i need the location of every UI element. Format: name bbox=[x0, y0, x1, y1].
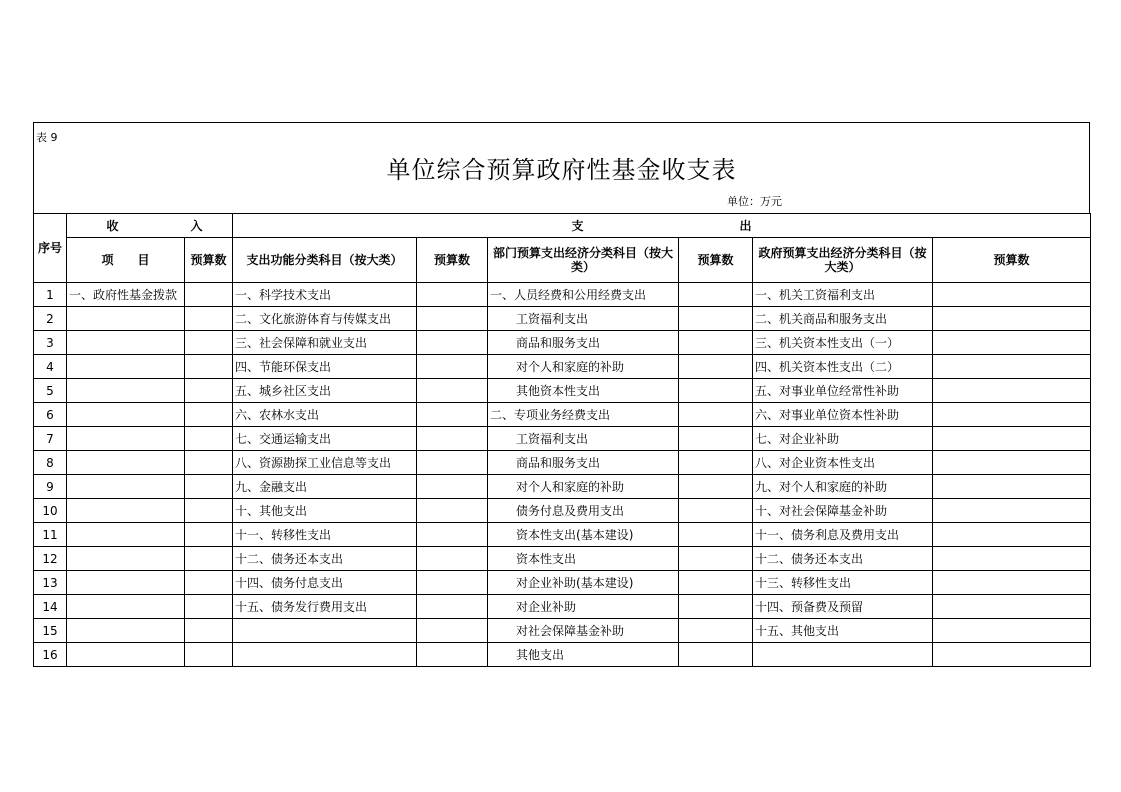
item-cell: 一、政府性基金拨款 bbox=[67, 283, 185, 307]
report-header bbox=[33, 122, 1090, 214]
func-class-cell: 三、社会保障和就业支出 bbox=[233, 331, 417, 355]
seq-cell: 12 bbox=[34, 547, 67, 571]
gov-econ-class-cell: 二、机关商品和服务支出 bbox=[753, 307, 933, 331]
seq-cell: 11 bbox=[34, 523, 67, 547]
dept-econ-class-cell: 资本性支出 bbox=[488, 547, 679, 571]
table-row bbox=[34, 499, 1091, 523]
income-budget-cell bbox=[185, 403, 233, 427]
func-budget-cell bbox=[417, 523, 488, 547]
gov-budget-header: 预算数 bbox=[933, 238, 1091, 283]
gov-econ-class-cell: 十、对社会保障基金补助 bbox=[753, 499, 933, 523]
dept-budget-cell bbox=[679, 379, 753, 403]
seq-cell: 9 bbox=[34, 475, 67, 499]
func-class-cell: 十二、债务还本支出 bbox=[233, 547, 417, 571]
dept-econ-class-cell: 一、人员经费和公用经费支出 bbox=[488, 283, 679, 307]
gov-econ-class-cell bbox=[753, 643, 933, 667]
income-budget-cell bbox=[185, 619, 233, 643]
dept-econ-class-cell: 对企业补助 bbox=[488, 595, 679, 619]
income-budget-cell bbox=[185, 643, 233, 667]
income-budget-cell bbox=[185, 547, 233, 571]
func-class-cell: 十一、转移性支出 bbox=[233, 523, 417, 547]
dept-econ-class-cell: 工资福利支出 bbox=[488, 427, 679, 451]
gov-econ-class-cell: 十二、债务还本支出 bbox=[753, 547, 933, 571]
seq-cell: 15 bbox=[34, 619, 67, 643]
income-budget-cell bbox=[185, 595, 233, 619]
dept-budget-cell bbox=[679, 643, 753, 667]
seq-cell: 16 bbox=[34, 643, 67, 667]
income-budget-cell bbox=[185, 355, 233, 379]
dept-budget-cell bbox=[679, 451, 753, 475]
dept-econ-class-cell: 债务付息及费用支出 bbox=[488, 499, 679, 523]
func-budget-cell bbox=[417, 331, 488, 355]
gov-econ-class-cell: 四、机关资本性支出（二） bbox=[753, 355, 933, 379]
seq-cell: 3 bbox=[34, 331, 67, 355]
dept-econ-class-cell: 商品和服务支出 bbox=[488, 451, 679, 475]
func-class-cell: 十五、债务发行费用支出 bbox=[233, 595, 417, 619]
func-budget-cell bbox=[417, 307, 488, 331]
dept-budget-cell bbox=[679, 571, 753, 595]
seq-cell: 1 bbox=[34, 283, 67, 307]
table-row bbox=[34, 427, 1091, 451]
income-budget-cell bbox=[185, 307, 233, 331]
func-class-cell: 九、金融支出 bbox=[233, 475, 417, 499]
dept-econ-class-cell: 工资福利支出 bbox=[488, 307, 679, 331]
dept-budget-cell bbox=[679, 307, 753, 331]
func-budget-cell bbox=[417, 643, 488, 667]
dept-budget-cell bbox=[679, 331, 753, 355]
item-cell bbox=[67, 307, 185, 331]
gov-budget-cell bbox=[933, 451, 1091, 475]
func-class-cell bbox=[233, 619, 417, 643]
dept-econ-class-cell: 商品和服务支出 bbox=[488, 331, 679, 355]
func-budget-cell bbox=[417, 547, 488, 571]
income-budget-cell bbox=[185, 571, 233, 595]
func-class-cell: 四、节能环保支出 bbox=[233, 355, 417, 379]
item-cell bbox=[67, 523, 185, 547]
func-budget-cell bbox=[417, 283, 488, 307]
gov-budget-cell bbox=[933, 547, 1091, 571]
func-class-cell: 一、科学技术支出 bbox=[233, 283, 417, 307]
table-row bbox=[34, 331, 1091, 355]
gov-econ-class-cell: 七、对企业补助 bbox=[753, 427, 933, 451]
dept-econ-class-cell: 资本性支出(基本建设) bbox=[488, 523, 679, 547]
dept-budget-cell bbox=[679, 619, 753, 643]
table-number: 表 9 bbox=[36, 131, 58, 144]
seq-cell: 6 bbox=[34, 403, 67, 427]
table-row bbox=[34, 547, 1091, 571]
func-budget-cell bbox=[417, 379, 488, 403]
gov-budget-cell bbox=[933, 427, 1091, 451]
expense-group-header: 支 出 bbox=[233, 214, 1091, 238]
seq-cell: 8 bbox=[34, 451, 67, 475]
gov-budget-cell bbox=[933, 571, 1091, 595]
dept-econ-class-cell: 其他资本性支出 bbox=[488, 379, 679, 403]
item-cell bbox=[67, 475, 185, 499]
item-cell bbox=[67, 451, 185, 475]
func-budget-cell bbox=[417, 427, 488, 451]
gov-budget-cell bbox=[933, 379, 1091, 403]
seq-cell: 7 bbox=[34, 427, 67, 451]
gov-econ-class-cell: 十四、预备费及预留 bbox=[753, 595, 933, 619]
income-budget-cell bbox=[185, 283, 233, 307]
dept-budget-cell bbox=[679, 595, 753, 619]
item-cell bbox=[67, 331, 185, 355]
gov-budget-cell bbox=[933, 643, 1091, 667]
func-budget-cell bbox=[417, 571, 488, 595]
gov-econ-class-cell: 十三、转移性支出 bbox=[753, 571, 933, 595]
income-budget-header: 预算数 bbox=[185, 238, 233, 283]
gov-econ-class-cell: 十五、其他支出 bbox=[753, 619, 933, 643]
income-budget-cell bbox=[185, 379, 233, 403]
func-budget-cell bbox=[417, 499, 488, 523]
seq-cell: 4 bbox=[34, 355, 67, 379]
item-cell bbox=[67, 643, 185, 667]
func-budget-cell bbox=[417, 619, 488, 643]
dept-budget-cell bbox=[679, 283, 753, 307]
dept-econ-class-header: 部门预算支出经济分类科目（按大类） bbox=[488, 238, 679, 283]
item-header: 项 目 bbox=[67, 238, 185, 283]
func-budget-cell bbox=[417, 403, 488, 427]
func-class-cell: 五、城乡社区支出 bbox=[233, 379, 417, 403]
item-cell bbox=[67, 571, 185, 595]
dept-econ-class-cell: 对个人和家庭的补助 bbox=[488, 355, 679, 379]
income-budget-cell bbox=[185, 499, 233, 523]
income-budget-cell bbox=[185, 451, 233, 475]
gov-budget-cell bbox=[933, 331, 1091, 355]
item-cell bbox=[67, 595, 185, 619]
table-row bbox=[34, 355, 1091, 379]
func-class-cell: 十、其他支出 bbox=[233, 499, 417, 523]
dept-econ-class-cell: 对个人和家庭的补助 bbox=[488, 475, 679, 499]
dept-budget-cell bbox=[679, 355, 753, 379]
item-cell bbox=[67, 403, 185, 427]
dept-budget-header: 预算数 bbox=[679, 238, 753, 283]
gov-econ-class-cell: 十一、债务利息及费用支出 bbox=[753, 523, 933, 547]
gov-budget-cell bbox=[933, 355, 1091, 379]
func-budget-cell bbox=[417, 355, 488, 379]
table-row bbox=[34, 403, 1091, 427]
seq-header: 序号 bbox=[34, 214, 67, 283]
table-row bbox=[34, 523, 1091, 547]
item-cell bbox=[67, 379, 185, 403]
dept-budget-cell bbox=[679, 403, 753, 427]
dept-econ-class-cell: 对企业补助(基本建设) bbox=[488, 571, 679, 595]
func-budget-header: 预算数 bbox=[417, 238, 488, 283]
gov-econ-class-cell: 五、对事业单位经常性补助 bbox=[753, 379, 933, 403]
item-cell bbox=[67, 427, 185, 451]
seq-cell: 2 bbox=[34, 307, 67, 331]
income-budget-cell bbox=[185, 427, 233, 451]
gov-budget-cell bbox=[933, 523, 1091, 547]
item-cell bbox=[67, 619, 185, 643]
func-budget-cell bbox=[417, 595, 488, 619]
gov-budget-cell bbox=[933, 595, 1091, 619]
func-class-cell: 十四、债务付息支出 bbox=[233, 571, 417, 595]
func-class-header: 支出功能分类科目（按大类） bbox=[233, 238, 417, 283]
func-class-cell: 八、资源勘探工业信息等支出 bbox=[233, 451, 417, 475]
seq-cell: 10 bbox=[34, 499, 67, 523]
func-class-cell: 二、文化旅游体育与传媒支出 bbox=[233, 307, 417, 331]
dept-budget-cell bbox=[679, 427, 753, 451]
gov-budget-cell bbox=[933, 283, 1091, 307]
dept-budget-cell bbox=[679, 499, 753, 523]
table-row bbox=[34, 571, 1091, 595]
item-cell bbox=[67, 547, 185, 571]
table-row bbox=[34, 283, 1091, 307]
table-row bbox=[34, 619, 1091, 643]
func-class-cell: 七、交通运输支出 bbox=[233, 427, 417, 451]
table-row bbox=[34, 595, 1091, 619]
dept-econ-class-cell: 对社会保障基金补助 bbox=[488, 619, 679, 643]
dept-econ-class-cell: 二、专项业务经费支出 bbox=[488, 403, 679, 427]
dept-budget-cell bbox=[679, 523, 753, 547]
unit-label: 单位：万元 bbox=[727, 195, 782, 208]
seq-cell: 13 bbox=[34, 571, 67, 595]
func-class-cell bbox=[233, 643, 417, 667]
gov-econ-class-cell: 六、对事业单位资本性补助 bbox=[753, 403, 933, 427]
gov-econ-class-header: 政府预算支出经济分类科目（按大类） bbox=[753, 238, 933, 283]
table-row bbox=[34, 643, 1091, 667]
table-row bbox=[34, 451, 1091, 475]
dept-budget-cell bbox=[679, 547, 753, 571]
func-class-cell: 六、农林水支出 bbox=[233, 403, 417, 427]
income-group-header: 收 入 bbox=[67, 214, 233, 238]
func-budget-cell bbox=[417, 451, 488, 475]
item-cell bbox=[67, 499, 185, 523]
table-row bbox=[34, 307, 1091, 331]
income-budget-cell bbox=[185, 523, 233, 547]
gov-budget-cell bbox=[933, 307, 1091, 331]
dept-econ-class-cell: 其他支出 bbox=[488, 643, 679, 667]
page-title: 单位综合预算政府性基金收支表 bbox=[386, 156, 737, 184]
seq-cell: 14 bbox=[34, 595, 67, 619]
gov-budget-cell bbox=[933, 499, 1091, 523]
func-budget-cell bbox=[417, 475, 488, 499]
seq-cell: 5 bbox=[34, 379, 67, 403]
income-budget-cell bbox=[185, 475, 233, 499]
gov-econ-class-cell: 一、机关工资福利支出 bbox=[753, 283, 933, 307]
gov-econ-class-cell: 八、对企业资本性支出 bbox=[753, 451, 933, 475]
gov-econ-class-cell: 九、对个人和家庭的补助 bbox=[753, 475, 933, 499]
dept-budget-cell bbox=[679, 475, 753, 499]
gov-budget-cell bbox=[933, 475, 1091, 499]
item-cell bbox=[67, 355, 185, 379]
gov-budget-cell bbox=[933, 619, 1091, 643]
gov-budget-cell bbox=[933, 403, 1091, 427]
income-budget-cell bbox=[185, 331, 233, 355]
table-row bbox=[34, 475, 1091, 499]
table-row bbox=[34, 379, 1091, 403]
budget-table bbox=[33, 213, 1091, 667]
gov-econ-class-cell: 三、机关资本性支出（一） bbox=[753, 331, 933, 355]
